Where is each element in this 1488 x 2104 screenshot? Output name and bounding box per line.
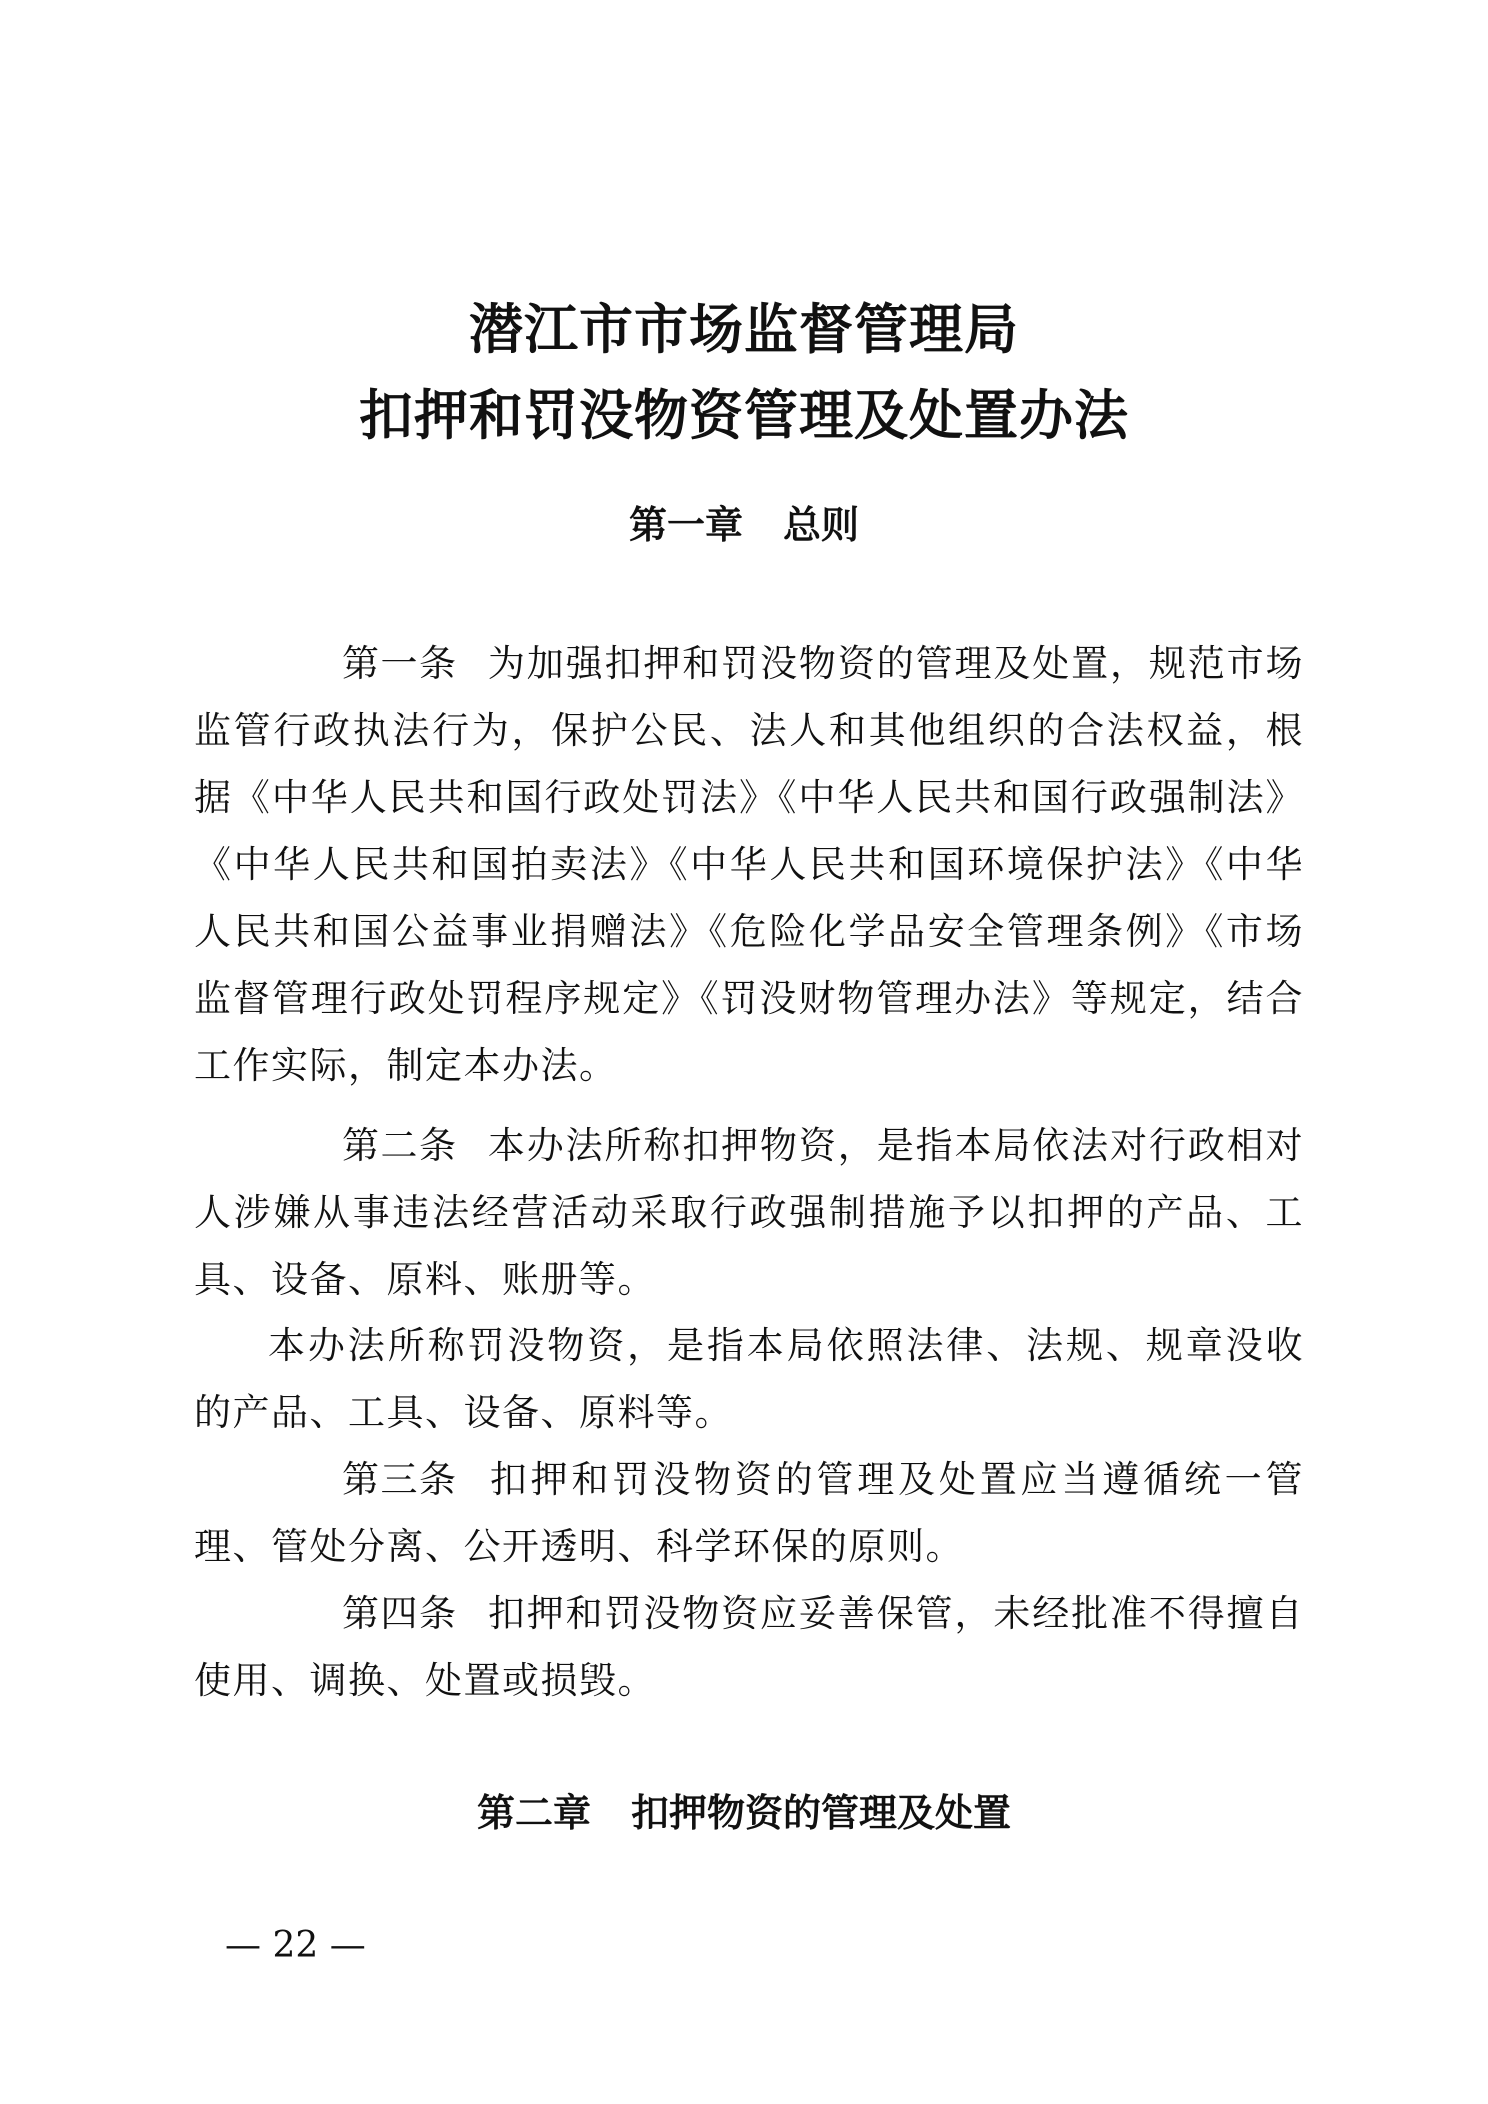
chapter-2-heading xyxy=(0,1788,1488,1838)
chapter-1-heading xyxy=(0,500,1488,550)
article-1-number: 第一条 xyxy=(342,642,458,685)
article-4-number: 第四条 xyxy=(342,1592,458,1635)
article-2-paragraph-2 xyxy=(194,1312,1304,1446)
article-2-text: 本办法所称扣押物资，是指本局依法对行政相对人涉嫌从事违法经营活动采取行政强制措施予以扣押的产品、工具、设备、原料、账册等。 xyxy=(194,1124,1304,1301)
article-2 xyxy=(194,1112,1304,1313)
article-4-text: 扣押和罚没物资应妥善保管，未经批准不得擅自使用、调换、处置或损毁。 xyxy=(194,1592,1304,1702)
title-line-2: 扣押和罚没物资管理及处置办法 xyxy=(359,383,1129,447)
chapter-1-title: 总则 xyxy=(783,503,860,547)
article-3-text: 扣押和罚没物资的管理及处置应当遵循统一管理、管处分离、公开透明、科学环保的原则。 xyxy=(194,1458,1304,1568)
page-number: — 22 — xyxy=(225,1925,366,1966)
article-2-paragraph-2-text: 本办法所称罚没物资，是指本局依照法律、法规、规章没收的产品、工具、设备、原料等。 xyxy=(194,1324,1304,1434)
article-3 xyxy=(194,1446,1304,1580)
document-title xyxy=(0,286,1488,458)
article-1-text: 为加强扣押和罚没物资的管理及处置，规范市场监管行政执法行为，保护公民、法人和其他组织的合法权益，根据《中华人民共和国行政处罚法》《中华人民共和国行政强制法》《中华人民共和国拍卖法》《中华人民共和国环境保护法》《中华人民共和国公益事业捐赠法》《危险化学品安全管理条例》《市场监督管理行政处罚程序规定》《罚没财物管理办法》等规定，结合工作实际，制定本办法。 xyxy=(194,642,1304,1087)
title-line-1: 潜江市市场监督管理局 xyxy=(469,297,1019,361)
article-3-number: 第三条 xyxy=(342,1458,458,1501)
chapter-2-title: 扣押物资的管理及处置 xyxy=(631,1791,1012,1835)
chapter-2-number: 第二章 xyxy=(476,1791,591,1835)
chapter-1-number: 第一章 xyxy=(628,503,743,547)
article-2-number: 第二条 xyxy=(342,1124,458,1167)
article-1 xyxy=(194,630,1304,1099)
article-4 xyxy=(194,1580,1304,1714)
